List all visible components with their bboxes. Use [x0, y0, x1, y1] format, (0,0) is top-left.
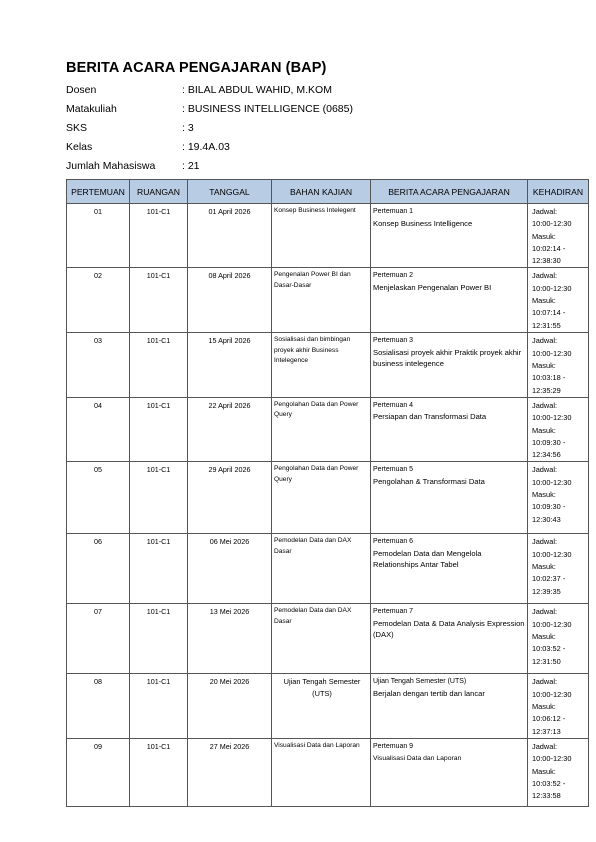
header-bahan-kajian: BAHAN KAJIAN: [272, 180, 371, 204]
bap-text: Pengolahan & Transformasi Data: [373, 476, 485, 486]
kehadiran-jadwal-label: Jadwal:: [532, 400, 558, 410]
cell-kehadiran: [528, 738, 589, 806]
cell-bahan-kajian: Pengolahan Data dan Power Query: [272, 397, 371, 461]
cell-kehadiran: [528, 397, 589, 461]
bap-text: Pemodelan Data & Data Analysis Expression (DAX): [373, 618, 525, 640]
table-row: [67, 204, 589, 268]
bap-title: Pertemuan 7: [373, 608, 414, 616]
kehadiran-jadwal: 10:00-12:30: [532, 413, 572, 423]
cell-ruangan: 101-C1: [130, 604, 188, 674]
cell-tanggal: 06 Mei 2026: [188, 534, 272, 604]
info-label: Jumlah Mahasiswa: [66, 160, 156, 172]
kehadiran-masuk-label: Masuk:: [532, 425, 556, 435]
bap-text: Konsep Business Intelligence: [373, 218, 473, 228]
cell-berita-acara: [371, 397, 528, 461]
kehadiran-jadwal: 10:00-12:30: [532, 219, 572, 229]
cell-tanggal: 27 Mei 2026: [188, 738, 272, 806]
cell-berita-acara: [371, 604, 528, 674]
kehadiran-jadwal-label: Jadwal:: [532, 537, 558, 547]
info-value: : 3: [182, 122, 194, 134]
cell-kehadiran: [528, 268, 589, 333]
kehadiran-jadwal-label: Jadwal:: [532, 207, 558, 216]
header-pertemuan: PERTEMUAN: [67, 180, 130, 204]
cell-tanggal: 15 April 2026: [188, 333, 272, 397]
kehadiran-masuk: 10:09:30 - 12:30:43: [532, 502, 566, 524]
table-row: [67, 534, 589, 604]
kehadiran-masuk-label: Masuk:: [532, 231, 556, 241]
bap-title: Ujian Tengah Semester (UTS): [373, 678, 467, 686]
cell-bahan-kajian: Konsep Business Intelegent: [272, 204, 371, 268]
header-tanggal: TANGGAL: [188, 180, 272, 204]
kehadiran-masuk: 10:09:30 - 12:34:56: [532, 437, 566, 460]
bap-text: Menjelaskan Pengenalan Power BI: [373, 282, 492, 292]
kehadiran-jadwal-label: Jadwal:: [532, 271, 558, 281]
kehadiran-masuk: 10:03:18 - 12:35:29: [532, 373, 566, 395]
cell-bahan-kajian: Pemodelan Data dan DAX Dasar: [272, 534, 371, 604]
cell-ruangan: 101-C1: [130, 204, 188, 268]
info-value: : 19.4A.03: [182, 141, 230, 153]
info-label: Kelas: [66, 141, 93, 153]
cell-pertemuan: 06: [67, 534, 130, 604]
kehadiran-masuk-label: Masuk:: [532, 702, 556, 712]
bap-title: Pertemuan 4: [373, 401, 414, 409]
kehadiran-masuk-label: Masuk:: [532, 632, 556, 642]
cell-bahan-kajian: Pengenalan Power BI dan Dasar-Dasar: [272, 268, 371, 333]
cell-kehadiran: [528, 604, 589, 674]
document-title: BERITA ACARA PENGAJARAN (BAP): [66, 60, 327, 76]
bap-table: [66, 179, 589, 807]
cell-ruangan: 101-C1: [130, 534, 188, 604]
table-row: [67, 462, 589, 534]
kehadiran-masuk-label: Masuk:: [532, 562, 556, 572]
table-body: [67, 204, 589, 807]
cell-bahan-kajian: Ujian Tengah Semester (UTS): [272, 674, 371, 738]
cell-bahan-kajian: Visualisasi Data dan Laporan: [272, 738, 371, 806]
info-value: : BUSINESS INTELLIGENCE (0685): [182, 103, 353, 115]
cell-berita-acara: [371, 462, 528, 534]
cell-berita-acara: [371, 333, 528, 397]
kehadiran-masuk-label: Masuk:: [532, 766, 556, 776]
bap-text: Berjalan dengan tertib dan lancar: [373, 688, 485, 698]
kehadiran-masuk-label: Masuk:: [532, 296, 556, 306]
kehadiran-jadwal: 10:00-12:30: [532, 689, 572, 699]
cell-bahan-kajian: Pengolahan Data dan Power Query: [272, 462, 371, 534]
cell-pertemuan: 01: [67, 204, 130, 268]
kehadiran-masuk: 10:03:52 - 12:33:58: [532, 778, 566, 801]
cell-pertemuan: 03: [67, 333, 130, 397]
kehadiran-masuk: 10:06:12 - 12:37:13: [532, 714, 566, 736]
bap-title: Pertemuan 5: [373, 466, 414, 474]
cell-kehadiran: [528, 333, 589, 397]
kehadiran-masuk: 10:07:14 - 12:31:55: [532, 308, 566, 330]
info-value: : 21: [182, 160, 200, 172]
table-row: [67, 333, 589, 397]
header-kehadiran: KEHADIRAN: [528, 180, 589, 204]
cell-tanggal: 29 April 2026: [188, 462, 272, 534]
kehadiran-jadwal-label: Jadwal:: [532, 677, 558, 687]
table-row: [67, 268, 589, 333]
kehadiran-masuk-label: Masuk:: [532, 490, 556, 500]
table-row: [67, 674, 589, 738]
cell-berita-acara: [371, 204, 528, 268]
table-row: [67, 397, 589, 461]
cell-kehadiran: [528, 534, 589, 604]
table-row: [67, 604, 589, 674]
cell-tanggal: 13 Mei 2026: [188, 604, 272, 674]
kehadiran-masuk-label: Masuk:: [532, 361, 556, 371]
table-header-row: [67, 180, 589, 204]
header-berita-acara: BERITA ACARA PENGAJARAN: [371, 180, 528, 204]
kehadiran-jadwal-label: Jadwal:: [532, 607, 558, 617]
bap-title: Pertemuan 6: [373, 538, 414, 546]
kehadiran-jadwal: 10:00-12:30: [532, 348, 572, 358]
bap-text: Visualisasi Data dan Laporan: [373, 755, 462, 763]
bap-title: Pertemuan 3: [373, 337, 414, 345]
bap-title: Pertemuan 2: [373, 272, 414, 280]
kehadiran-jadwal: 10:00-12:30: [532, 549, 572, 559]
kehadiran-jadwal: 10:00-12:30: [532, 477, 572, 487]
header-ruangan: RUANGAN: [130, 180, 188, 204]
bap-title: Pertemuan 1: [373, 208, 414, 215]
cell-ruangan: 101-C1: [130, 333, 188, 397]
info-label: Dosen: [66, 84, 97, 96]
bap-title: Pertemuan 9: [373, 742, 414, 750]
cell-pertemuan: 07: [67, 604, 130, 674]
cell-pertemuan: 09: [67, 738, 130, 806]
cell-kehadiran: [528, 674, 589, 738]
cell-tanggal: 01 April 2026: [188, 204, 272, 268]
cell-kehadiran: [528, 462, 589, 534]
kehadiran-masuk: 10:02:14 - 12:38:30: [532, 243, 566, 266]
kehadiran-jadwal: 10:00-12:30: [532, 619, 572, 629]
bap-text: Persiapan dan Transformasi Data: [373, 412, 487, 422]
cell-ruangan: 101-C1: [130, 462, 188, 534]
cell-tanggal: 20 Mei 2026: [188, 674, 272, 738]
bap-text: Pemodelan Data dan Mengelola Relationships Antar Tabel: [373, 548, 482, 570]
kehadiran-jadwal-label: Jadwal:: [532, 741, 558, 751]
cell-pertemuan: 08: [67, 674, 130, 738]
cell-tanggal: 22 April 2026: [188, 397, 272, 461]
kehadiran-masuk: 10:02:37 - 12:39:35: [532, 574, 566, 596]
cell-bahan-kajian: Sosialisasi dan bimbingan proyek akhir Business Intelegence: [272, 333, 371, 397]
kehadiran-jadwal-label: Jadwal:: [532, 336, 558, 346]
cell-kehadiran: [528, 204, 589, 268]
cell-berita-acara: [371, 738, 528, 806]
kehadiran-jadwal: 10:00-12:30: [532, 283, 572, 293]
kehadiran-jadwal-label: Jadwal:: [532, 465, 558, 475]
cell-pertemuan: 02: [67, 268, 130, 333]
cell-bahan-kajian: Pemodelan Data dan DAX Dasar: [272, 604, 371, 674]
cell-berita-acara: [371, 674, 528, 738]
table-row: [67, 738, 589, 806]
cell-berita-acara: [371, 268, 528, 333]
info-label: Matakuliah: [66, 103, 117, 115]
cell-pertemuan: 04: [67, 397, 130, 461]
cell-ruangan: 101-C1: [130, 397, 188, 461]
cell-berita-acara: [371, 534, 528, 604]
info-label: SKS: [66, 122, 88, 134]
cell-ruangan: 101-C1: [130, 674, 188, 738]
cell-ruangan: 101-C1: [130, 738, 188, 806]
info-value: : BILAL ABDUL WAHID, M.KOM: [182, 84, 332, 96]
kehadiran-jadwal: 10:00-12:30: [532, 754, 572, 764]
bap-text: Sosialisasi proyek akhir Praktik proyek akhir business intelegence: [373, 347, 522, 369]
cell-ruangan: 101-C1: [130, 268, 188, 333]
cell-pertemuan: 05: [67, 462, 130, 534]
cell-tanggal: 08 April 2026: [188, 268, 272, 333]
kehadiran-masuk: 10:03:52 - 12:31:50: [532, 644, 566, 666]
